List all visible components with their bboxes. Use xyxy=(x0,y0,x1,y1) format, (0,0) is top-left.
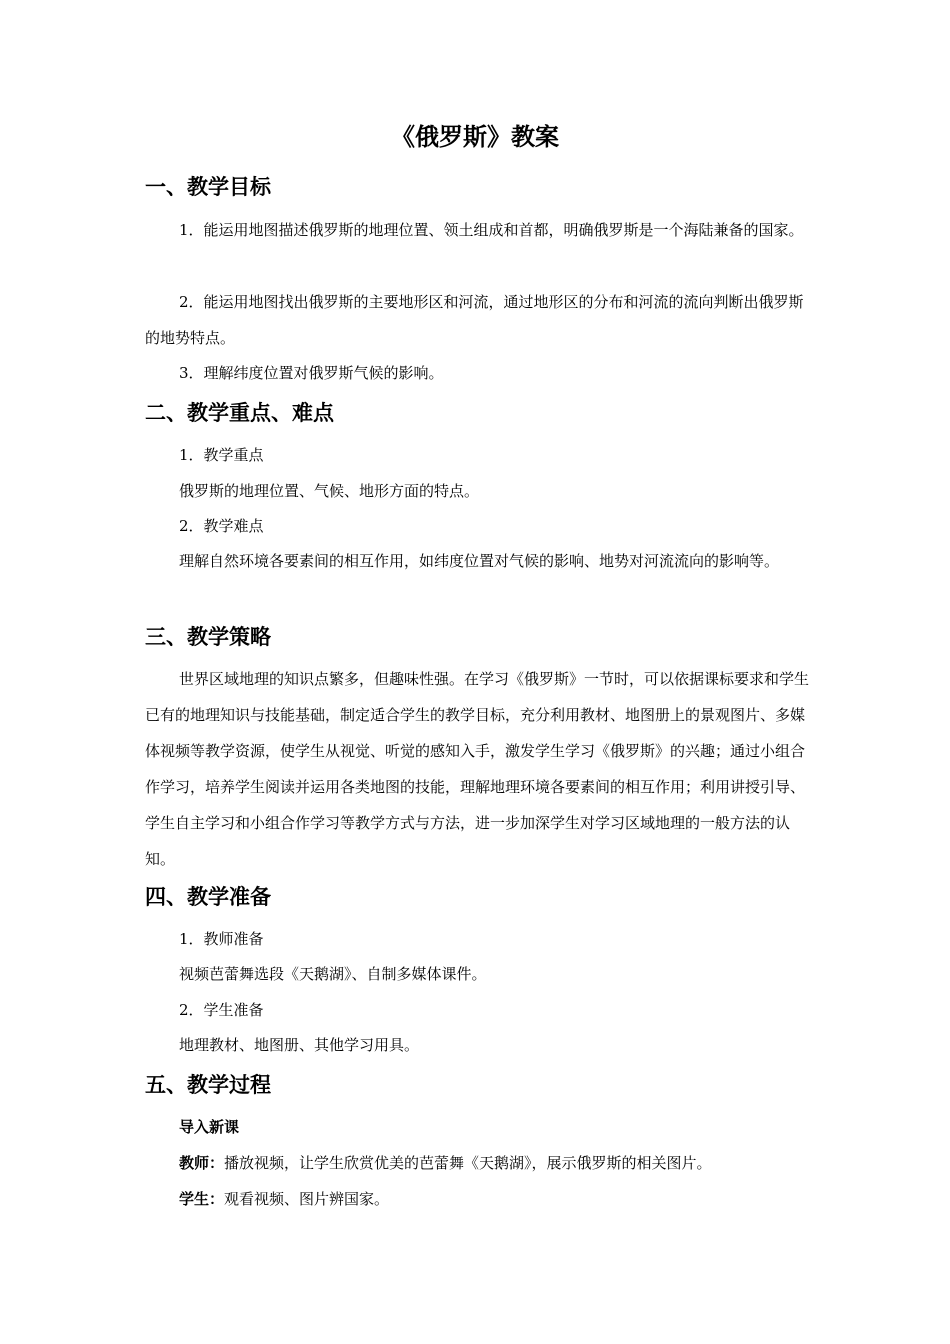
teacher-label: 教师： xyxy=(179,1154,225,1172)
section-heading-preparation: 四、教学准备 xyxy=(145,884,271,909)
objective-2: 2．能运用地图找出俄罗斯的主要地形区和河流，通过地形区的分布和河流的流向判断出俄罗斯的地势特点。 xyxy=(145,293,804,347)
section-heading-key-points: 二、教学重点、难点 xyxy=(145,400,334,425)
student-prep-text: 地理教材、地图册、其他学习用具。 xyxy=(179,1036,420,1054)
strategy-paragraph: 世界区域地理的知识点繁多，但趣味性强。在学习《俄罗斯》一节时，可以依据课标要求和学生已有的地理知识与技能基础，制定适合学生的教学目标，充分利用教材、地图册上的景观图片、多媒体视频等教学资源，使学生从视觉、听觉的感知入手，激发学生学习《俄罗斯》的兴趣；通过小组合作学习，培养学生阅读并运用各类地图的技能，理解地理环境各要素间的相互作用；利用讲授引导、学生自主学习和小组合作学习等教学方式与方法，进一步加深学生对学习区域地理的一般方法的认知。 xyxy=(145,670,810,868)
difficulty-text: 理解自然环境各要素间的相互作用，如纬度位置对气候的影响、地势对河流流向的影响等。 xyxy=(179,552,780,570)
student-prep-label: 2．学生准备 xyxy=(179,1001,264,1019)
student-label: 学生： xyxy=(179,1190,225,1208)
key-point-text: 俄罗斯的地理位置、气候、地形方面的特点。 xyxy=(179,482,480,500)
section-heading-strategy: 三、教学策略 xyxy=(145,624,271,649)
difficulty-label: 2．教学难点 xyxy=(179,517,264,535)
objective-3: 3．理解纬度位置对俄罗斯气候的影响。 xyxy=(179,364,444,382)
teacher-prep-text: 视频芭蕾舞选段《天鹅湖》、自制多媒体课件。 xyxy=(179,965,487,983)
student-line xyxy=(179,1181,810,1217)
key-point-label: 1．教学重点 xyxy=(179,446,264,464)
objective-1: 1．能运用地图描述俄罗斯的地理位置、领土组成和首都，明确俄罗斯是一个海陆兼备的国家。 xyxy=(179,221,804,239)
intro-subheading: 导入新课 xyxy=(179,1118,240,1136)
teacher-text: 播放视频，让学生欣赏优美的芭蕾舞《天鹅湖》，展示俄罗斯的相关图片。 xyxy=(224,1154,712,1172)
section-heading-process: 五、教学过程 xyxy=(145,1072,271,1097)
teacher-prep-label: 1．教师准备 xyxy=(179,930,264,948)
teacher-line xyxy=(179,1145,810,1181)
student-text: 观看视频、图片辨国家。 xyxy=(224,1190,390,1208)
section-heading-objectives: 一、教学目标 xyxy=(145,174,271,199)
document-title: 《俄罗斯》教案 xyxy=(391,122,559,151)
